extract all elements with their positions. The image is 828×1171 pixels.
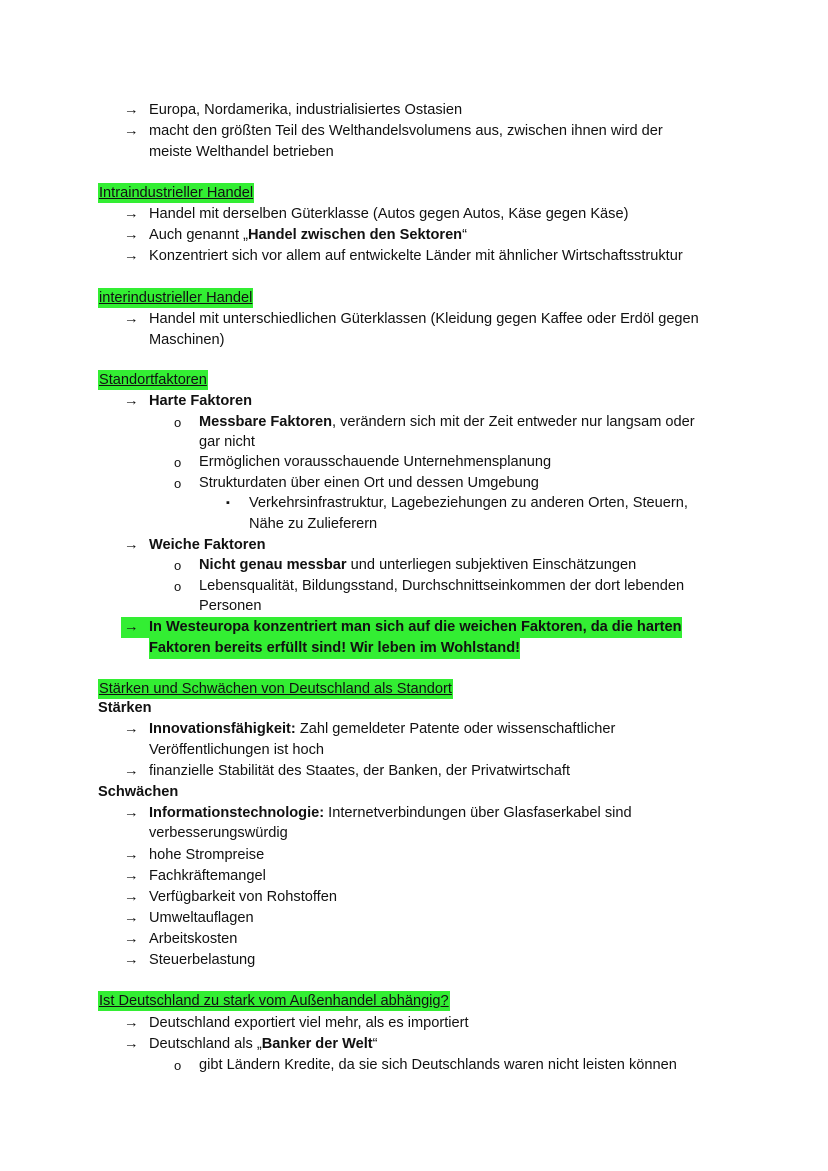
arrow-icon: → xyxy=(124,763,139,779)
section-heading-deutschland: Stärken und Schwächen von Deutschland als Standort xyxy=(99,681,452,697)
list-item: Umweltauflagen xyxy=(149,910,254,926)
bullet-text: gibt Ländern Kredite, da sie sich Deutschlands waren nicht leisten können xyxy=(199,1057,677,1073)
bullet-text: Strukturdaten über einen Ort und dessen Umgebung xyxy=(199,475,539,491)
circle-bullet-icon: o xyxy=(174,579,182,594)
text-suffix: “ xyxy=(372,1036,378,1052)
bullet-text xyxy=(149,1034,377,1055)
list-item: hohe Strompreise xyxy=(149,847,265,863)
label-staerken: Stärken xyxy=(98,700,152,716)
text-rest: Zahl gemeldeter Patente oder wissenschaftlicher xyxy=(295,721,616,737)
arrow-icon: → xyxy=(124,889,139,905)
bullet-text: Konzentriert sich vor allem auf entwickelte Länder mit ähnlicher Wirtschaftsstruktur xyxy=(149,248,683,264)
bullet-text xyxy=(199,555,636,576)
arrow-icon: → xyxy=(124,123,139,139)
arrow-icon: → xyxy=(124,393,139,409)
list-item: Arbeitskosten xyxy=(149,931,238,947)
text-suffix: “ xyxy=(462,227,467,243)
subheading-weiche: Weiche Faktoren xyxy=(149,537,266,553)
list-item: Verfügbarkeit von Rohstoffen xyxy=(149,889,337,905)
section-heading-aussenhandel: Ist Deutschland zu stark vom Außenhandel abhängig? xyxy=(99,993,449,1009)
text-rest: und unterliegen subjektiven Einschätzungen xyxy=(346,557,637,573)
list-item: Fachkräftemangel xyxy=(149,868,266,884)
section-heading-standort: Standortfaktoren xyxy=(99,372,207,388)
bullet-text: Europa, Nordamerika, industrialisiertes Ostasien xyxy=(149,102,463,118)
circle-bullet-icon: o xyxy=(174,1058,182,1073)
highlighted-conclusion-continued: Faktoren bereits erfüllt sind! Wir leben im Wohlstand! xyxy=(149,638,520,659)
bullet-text: Handel mit unterschiedlichen Güterklassen (Kleidung gegen Kaffee oder Erdöl gegen xyxy=(149,311,699,327)
bullet-text: finanzielle Stabilität des Staates, der Banken, der Privatwirtschaft xyxy=(149,763,571,779)
arrow-icon: → xyxy=(124,102,139,118)
circle-bullet-icon: o xyxy=(174,476,182,491)
square-bullet-icon: ▪ xyxy=(226,497,230,509)
text-prefix: Deutschland als „ xyxy=(149,1036,262,1052)
text-prefix: Auch genannt „ xyxy=(149,227,248,243)
text-rest: , verändern sich mit der Zeit entweder nur langsam oder xyxy=(332,414,695,430)
bullet-text: Verkehrsinfrastruktur, Lagebeziehungen zu anderen Orten, Steuern, xyxy=(249,495,688,511)
highlighted-conclusion: In Westeuropa konzentriert man sich auf die weichen Faktoren, da die harten xyxy=(149,617,682,638)
arrow-icon: → xyxy=(121,617,150,638)
arrow-icon: → xyxy=(124,910,139,926)
bullet-text-continued: verbesserungswürdig xyxy=(149,825,288,841)
subheading-harte: Harte Faktoren xyxy=(149,393,252,409)
bullet-text-continued: meiste Welthandel betrieben xyxy=(149,144,334,160)
arrow-icon: → xyxy=(124,248,139,264)
arrow-icon: → xyxy=(124,805,139,821)
label-schwaechen: Schwächen xyxy=(98,784,179,800)
bullet-text: macht den größten Teil des Welthandelsvolumens aus, zwischen ihnen wird der xyxy=(149,123,663,139)
arrow-icon: → xyxy=(124,537,139,553)
bold-term: Innovationsfähigkeit: xyxy=(149,721,296,737)
circle-bullet-icon: o xyxy=(174,455,182,470)
arrow-icon: → xyxy=(124,868,139,884)
bullet-text xyxy=(149,803,632,824)
bullet-text xyxy=(149,719,615,740)
bullet-text-continued: Maschinen) xyxy=(149,332,225,348)
bullet-text-continued: Veröffentlichungen ist hoch xyxy=(149,742,324,758)
section-heading-inter: interindustrieller Handel xyxy=(99,290,253,306)
bullet-text-continued: Personen xyxy=(199,598,262,614)
bullet-text xyxy=(199,412,695,433)
list-item: Steuerbelastung xyxy=(149,952,256,968)
bold-term: Banker der Welt xyxy=(261,1036,373,1052)
arrow-icon: → xyxy=(124,931,139,947)
bold-term: Informationstechnologie: xyxy=(149,805,325,821)
section-heading-intra: Intraindustrieller Handel xyxy=(99,185,254,201)
circle-bullet-icon: o xyxy=(174,558,182,573)
bold-term: Handel zwischen den Sektoren xyxy=(248,227,463,243)
bullet-text: Ermöglichen vorausschauende Unternehmensplanung xyxy=(199,454,552,470)
arrow-icon: → xyxy=(124,847,139,863)
arrow-icon: → xyxy=(124,311,139,327)
bullet-text xyxy=(149,225,467,246)
bullet-text-continued: Nähe zu Zulieferern xyxy=(249,516,378,532)
arrow-icon: → xyxy=(124,206,139,222)
bullet-text: Lebensqualität, Bildungsstand, Durchschnittseinkommen der dort lebenden xyxy=(199,578,685,594)
bold-term: Messbare Faktoren xyxy=(199,414,333,430)
text-rest: Internetverbindungen über Glasfaserkabel sind xyxy=(324,805,632,821)
arrow-icon: → xyxy=(124,1036,139,1052)
bold-term: Nicht genau messbar xyxy=(199,557,347,573)
arrow-icon: → xyxy=(124,227,139,243)
bullet-text-continued: gar nicht xyxy=(199,434,255,450)
arrow-icon: → xyxy=(124,721,139,737)
bullet-text: Deutschland exportiert viel mehr, als es importiert xyxy=(149,1015,469,1031)
circle-bullet-icon: o xyxy=(174,415,182,430)
arrow-icon: → xyxy=(124,1015,139,1031)
arrow-icon: → xyxy=(124,952,139,968)
bullet-text: Handel mit derselben Güterklasse (Autos gegen Autos, Käse gegen Käse) xyxy=(149,206,629,222)
